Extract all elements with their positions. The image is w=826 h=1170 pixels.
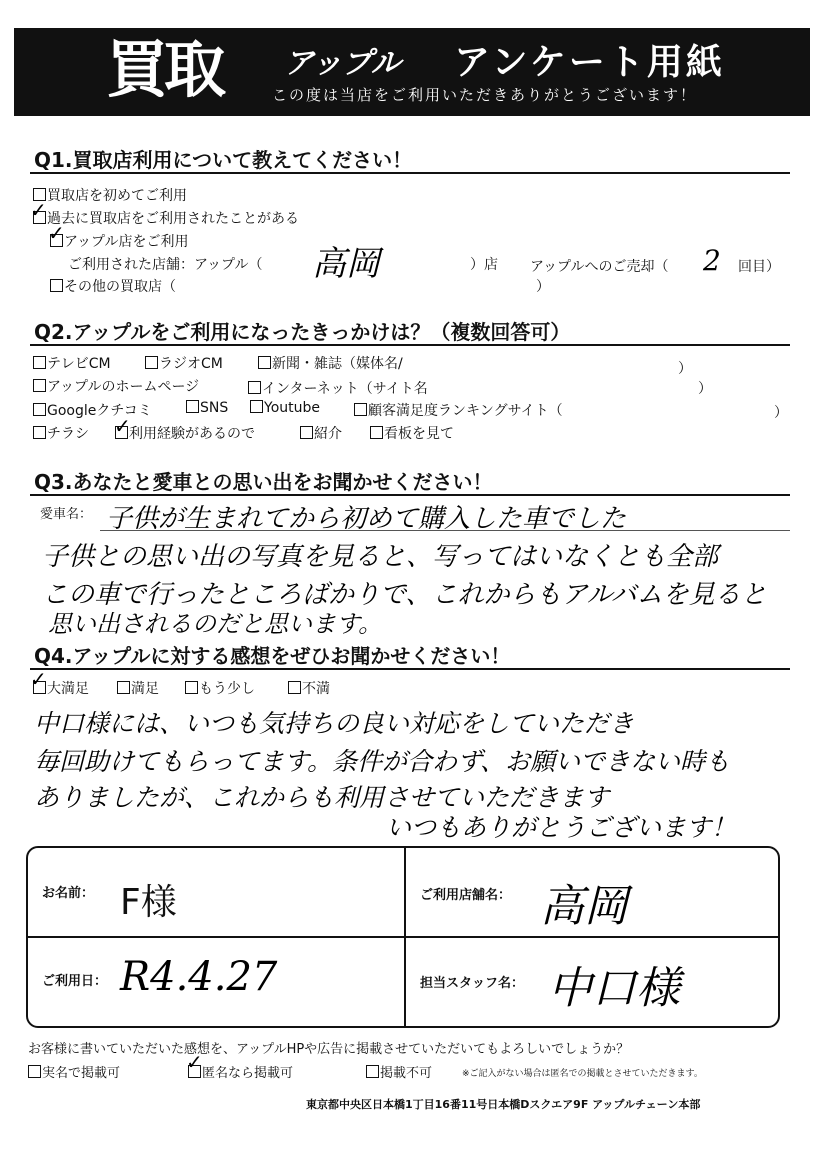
q4-line-3: ありましたが、これからも利用させていただきます <box>34 783 610 812</box>
q4-option-more[interactable]: もう少し <box>185 678 255 698</box>
q2-option-tv[interactable]: テレビCM <box>33 353 111 373</box>
q4-option-dissatisfied[interactable]: 不満 <box>288 678 330 698</box>
staff-value: 中口様 <box>548 963 680 1014</box>
q4-option-satisfied[interactable]: 満足 <box>117 678 159 698</box>
q2-option-internet[interactable]: インターネット（サイト名 <box>248 378 428 398</box>
q3-line-2: 子供との思い出の写真を見ると、写ってはいなくとも全部 <box>42 542 719 572</box>
checkbox[interactable] <box>288 681 301 694</box>
q1-option-past[interactable]: 過去に買取店をご利用されたことがある <box>33 208 299 228</box>
q2-option-sns[interactable]: SNS <box>186 400 228 416</box>
q2-close-1: ） <box>678 361 692 377</box>
q1-option-other[interactable]: その他の買取店（ <box>50 276 176 296</box>
consent-anonymous[interactable]: 匿名なら掲載可 <box>188 1062 293 1081</box>
q1-sale-suffix: 回目） <box>738 259 780 275</box>
staff-label: 担当スタッフ名： <box>420 976 525 991</box>
q3-line-3: この車で行ったところばかりで、これからもアルバムを見ると <box>42 580 767 610</box>
consent-real-name[interactable]: 実名で掲載可 <box>28 1062 120 1081</box>
checkmark-icon: ✓ <box>30 198 47 222</box>
checkbox[interactable] <box>28 1065 41 1078</box>
checkbox[interactable] <box>354 403 367 416</box>
q3-title: Q3.あなたと愛車との思い出をお聞かせください！ <box>34 470 493 494</box>
q4-divider <box>30 668 790 670</box>
consent-note: ※ご記入がない場合は匿名での掲載とさせていただきます。 <box>462 1069 703 1079</box>
q3-divider <box>30 494 790 496</box>
q2-option-google[interactable]: Googleクチコミ <box>33 400 152 420</box>
checkbox[interactable] <box>33 403 46 416</box>
apple-brand-logo: アップル <box>284 46 401 81</box>
q2-close-2: ） <box>698 381 712 397</box>
q1-divider <box>30 172 790 174</box>
checkmark-icon: ✓ <box>48 221 65 245</box>
q1-store-handwritten: 高岡 <box>312 244 380 284</box>
q2-close-3: ） <box>774 405 788 421</box>
survey-title: アンケート用紙 <box>454 42 725 83</box>
checkmark-icon: ✓ <box>30 667 47 691</box>
store-name-label: ご利用店舗名： <box>420 888 512 903</box>
header-banner <box>14 28 810 116</box>
q1-sale-handwritten: 2 <box>703 244 721 277</box>
checkbox[interactable] <box>145 356 158 369</box>
q2-option-experience[interactable]: 利用経験があるので <box>115 423 255 443</box>
q4-line-2: 毎回助けてもらってます。条件が合わず、お願いできない時も <box>34 747 731 776</box>
q4-line-4: いつもありがとうございます！ <box>386 813 737 842</box>
consent-no-post[interactable]: 掲載不可 <box>366 1062 432 1081</box>
q4-title: Q4.アップルに対する感想をぜひお聞かせください！ <box>34 644 511 668</box>
checkbox[interactable] <box>300 426 313 439</box>
q3-line-1: 子供が生まれてから初めて購入した車でした <box>106 504 627 534</box>
checkbox[interactable] <box>185 681 198 694</box>
q3-line-4: 思い出されるのだと思います。 <box>48 610 383 638</box>
checkbox[interactable] <box>33 379 46 392</box>
checkbox[interactable] <box>366 1065 379 1078</box>
q1-store-label: ご利用された店舗：アップル（ <box>68 257 263 273</box>
q1-option-apple[interactable]: アップル店をご利用 <box>50 231 188 251</box>
store-name-value: 高岡 <box>540 881 628 932</box>
q2-option-flyer[interactable]: チラシ <box>33 423 89 443</box>
date-value: R4.4.27 <box>120 954 278 1000</box>
checkbox[interactable] <box>248 381 261 394</box>
q2-divider <box>30 344 790 346</box>
q1-option-first[interactable]: 買取店を初めてご利用 <box>33 185 187 205</box>
footer-address: 東京都中央区日本橋1丁目16番11号日本橋Dスクエア9F アップルチェーン本部 <box>306 1098 701 1111</box>
info-horizontal-divider <box>28 936 778 938</box>
checkbox[interactable] <box>33 426 46 439</box>
name-label: お名前： <box>42 886 95 901</box>
q1-other-close: ） <box>536 279 550 295</box>
date-label: ご利用日： <box>42 974 108 989</box>
q1-sale-label: アップルへのご売却（ <box>530 259 669 275</box>
q1-title: Q1.買取店利用について教えてください！ <box>34 148 413 172</box>
checkbox[interactable] <box>258 356 271 369</box>
consent-question: お客様に書いていただいた感想を、アップルHPや広告に掲載させていただいてもよろしいでしょうか？ <box>28 1042 630 1057</box>
q2-option-ranking[interactable]: 顧客満足度ランキングサイト（ <box>354 400 563 420</box>
q2-option-news[interactable]: 新聞・雑誌（媒体名/ <box>258 353 403 373</box>
q2-option-youtube[interactable]: Youtube <box>250 400 320 416</box>
checkbox[interactable] <box>33 356 46 369</box>
checkbox[interactable] <box>117 681 130 694</box>
checkbox[interactable] <box>250 400 263 413</box>
q2-option-intro[interactable]: 紹介 <box>300 423 342 443</box>
q1-store-suffix: ）店 <box>470 257 498 273</box>
thanks-message: この度は当店をご利用いただきありがとうございます！ <box>272 86 698 104</box>
checkmark-icon: ✓ <box>186 1050 203 1074</box>
checkbox[interactable] <box>50 279 63 292</box>
q4-option-very[interactable]: 大満足 <box>33 678 89 698</box>
q3-car-label: 愛車名： <box>40 507 93 522</box>
q2-option-radio[interactable]: ラジオCM <box>145 353 223 373</box>
kaitori-logo: 買取 <box>106 33 223 106</box>
q4-line-1: 中口様には、いつも気持ちの良い対応をしていただき <box>34 709 635 738</box>
q2-option-sign[interactable]: 看板を見て <box>370 423 454 443</box>
q2-title: Q2.アップルをご利用になったきっかけは？（複数回答可） <box>34 320 571 344</box>
checkmark-icon: ✓ <box>114 414 131 438</box>
checkbox[interactable] <box>186 400 199 413</box>
customer-info-box <box>26 846 780 1028</box>
q2-option-homepage[interactable]: アップルのホームページ <box>33 376 199 396</box>
name-value: F様 <box>120 882 177 923</box>
checkbox[interactable] <box>370 426 383 439</box>
